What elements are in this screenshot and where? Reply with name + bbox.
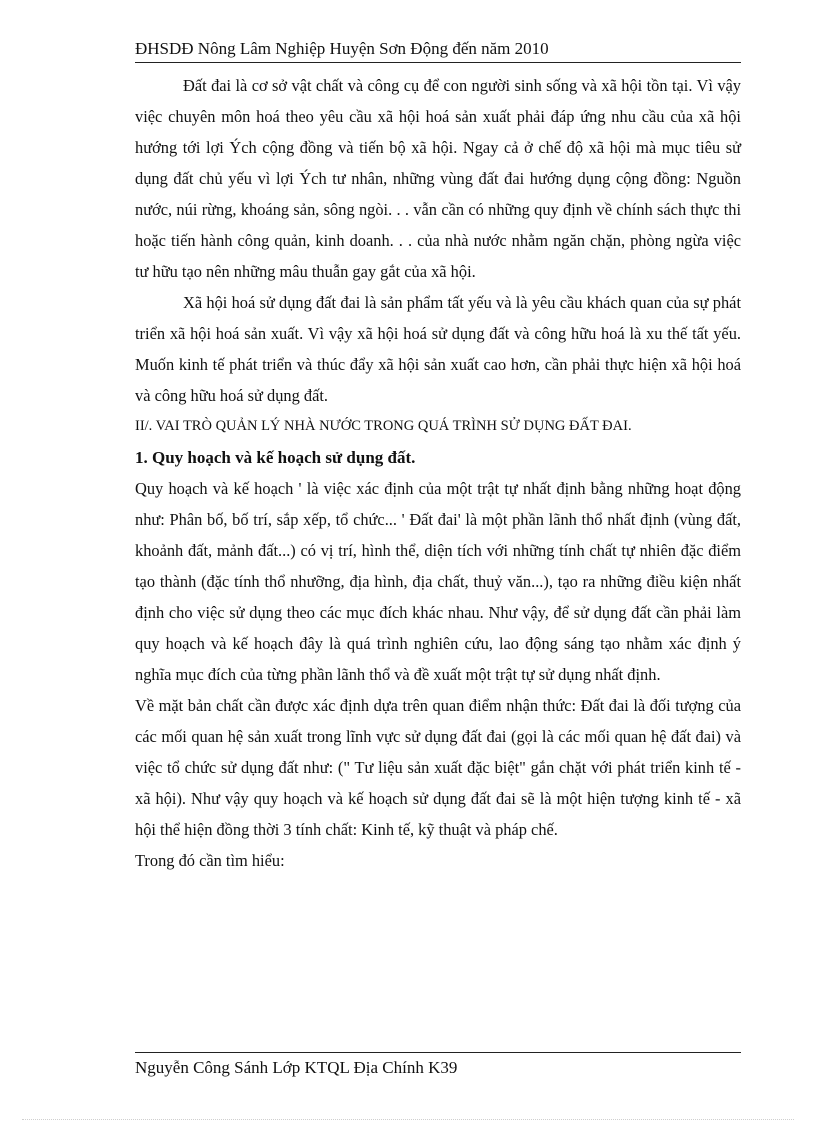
page-header: ĐHSDĐ Nông Lâm Nghiệp Huyện Sơn Động đến năm 2010 xyxy=(135,38,741,63)
paragraph-land-role: Đất đai là cơ sở vật chất và công cụ để con người sinh sống và xã hội tồn tại. Vì vậy việc chuyên môn hoá theo yêu cầu xã hội hoá sản xuất phải đáp ứng nhu cầu của xã hội hướng tới lợi Ých cộng đồng và tiến bộ xã hội. Ngay cả ở chế độ xã hội mà mục tiêu sử dụng đất chủ yếu vì lợi Ých tư nhân, những vùng đất đai hướng dụng cộng đồng: Nguồn nước, núi rừng, khoáng sản, sông ngòi. . . vẫn cần có những quy định về chính sách thực thi hoặc tiến hành công quản, kinh doanh. . . của nhà nước nhằm ngăn chặn, phòng ngừa việc tư hữu tạo nên những mâu thuẫn gay gắt của xã hội. xyxy=(135,76,741,281)
paragraph-lead-in: Trong đó cần tìm hiểu: xyxy=(135,851,285,870)
paragraph-planning-definition: Quy hoạch và kế hoạch ' là việc xác định của một trật tự nhất định bằng những hoạt động như: Phân bố, bố trí, sắp xếp, tổ chức... ' Đất đai' là một phần lãnh thổ nhất định (vùng đất, khoảnh đất, mảnh đất...) có vị trí, hình thể, diện tích với những tính chất tự nhiên đặc điểm tạo thành (đặc tính thổ nhưỡng, địa hình, địa chất, thuỷ văn...), tạo ra những điều kiện nhất định cho việc sử dụng theo các mục đích khác nhau. Như vậy, để sử dụng đất cần phải làm quy hoạch và kế hoạch đây là quá trình nghiên cứu, lao động sáng tạo nhằm xác định ý nghĩa mục đích của từng phần lãnh thổ và đề xuất một trật tự sử dụng nhất định. xyxy=(135,479,741,684)
paragraph-planning-nature: Về mặt bản chất cần được xác định dựa trên quan điểm nhận thức: Đất đai là đối tượng của các mối quan hệ sản xuất trong lĩnh vực sử dụng đất đai (gọi là các mối quan hệ đất đai) và việc tổ chức sử dụng đất như: (" Tư liệu sản xuất đặc biệt" gắn chặt với phát triển kinh tế - xã hội). Như vậy quy hoạch và kế hoạch sử dụng đất đai sẽ là một hiện tượng kinh tế - xã hội thể hiện đồng thời 3 tính chất: Kinh tế, kỹ thuật và pháp chế. xyxy=(135,696,741,839)
section-heading: II/. VAI TRÒ QUẢN LÝ NHÀ NƯỚC TRONG QUÁ TRÌNH SỬ DỤNG ĐẤT ĐAI. xyxy=(135,418,632,434)
paragraph-socialization: Xã hội hoá sử dụng đất đai là sản phẩm tất yếu và là yêu cầu khách quan của sự phát triển xã hội hoá sản xuất. Vì vậy xã hội hoá sử dụng đất và công hữu hoá là xu thế tất yếu. Muốn kinh tế phát triển và thúc đẩy xã hội sản xuất cao hơn, cần phải thực hiện xã hội hoá và công hữu hoá sử dụng đất. xyxy=(135,293,741,405)
page-footer: Nguyễn Công Sánh Lớp KTQL Địa Chính K39 xyxy=(135,1058,458,1077)
footer-rule xyxy=(135,1052,741,1053)
page-bottom-edge xyxy=(22,1119,794,1120)
body-text xyxy=(135,70,741,876)
subsection-heading: 1. Quy hoạch và kế hoạch sử dụng đất. xyxy=(135,448,416,467)
